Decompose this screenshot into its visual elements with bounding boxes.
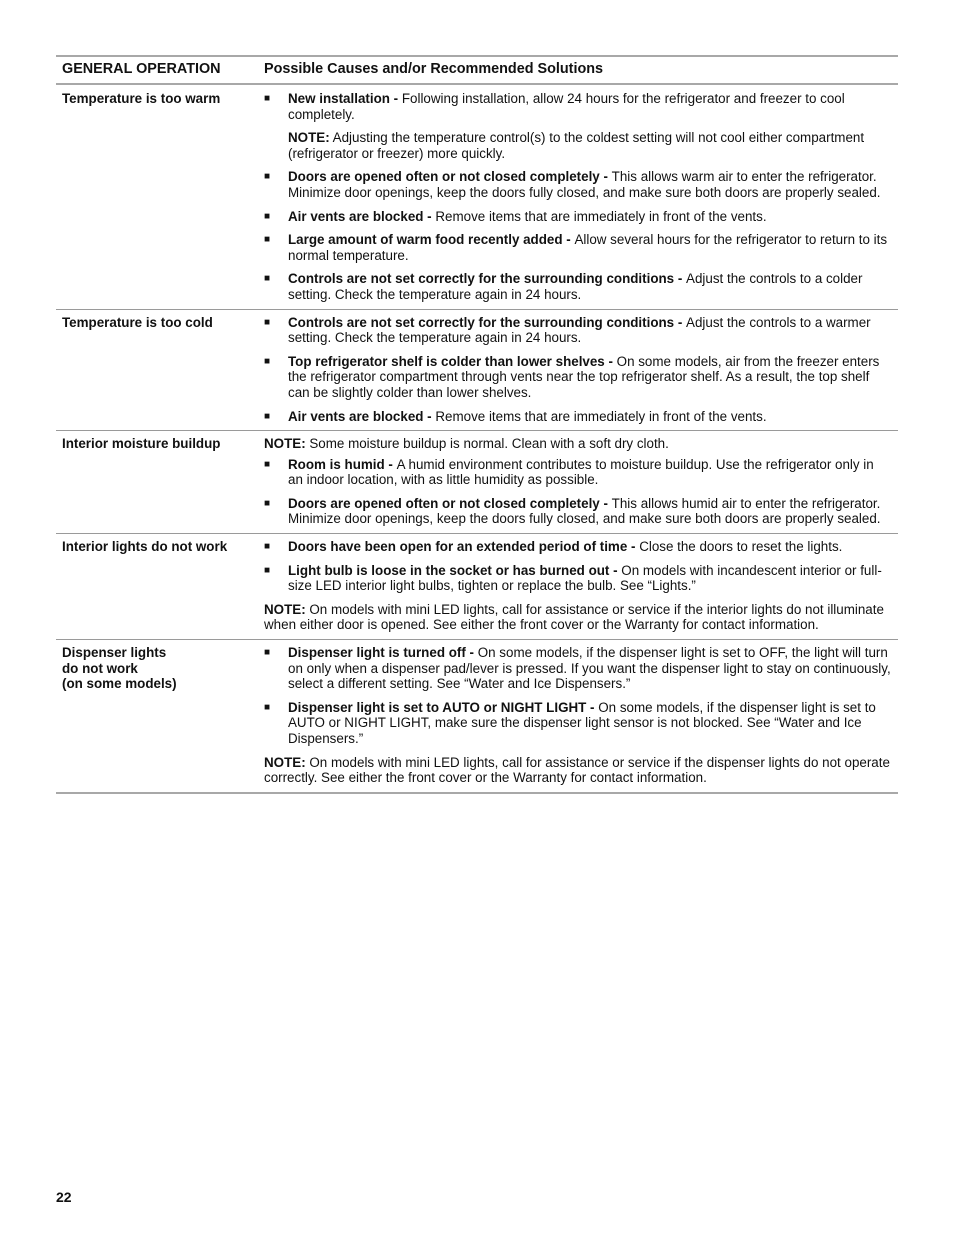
list-item [264, 539, 892, 555]
list-item [264, 645, 892, 692]
note-label: NOTE: [264, 436, 306, 452]
note-label: NOTE: [288, 130, 330, 146]
bullet-icon: ■ [264, 541, 271, 553]
note-text: On models with mini LED lights, call for assistance or service if the interior lights do not illuminate when either door is opened. See either the front cover or the Warranty for contact information. [264, 601, 884, 633]
cause-title: Room is humid - [288, 456, 397, 472]
list-item [264, 169, 892, 200]
cause-title: Doors have been open for an extended period of time - [288, 539, 640, 555]
solutions-cell [264, 436, 898, 527]
cause-title: Doors are opened often or not closed completely - [288, 169, 612, 185]
note-label: NOTE: [264, 754, 306, 770]
bullet-icon: ■ [264, 273, 271, 285]
cause-text: Remove items that are immediately in front of the vents. [435, 408, 767, 424]
note-text: On models with mini LED lights, call for assistance or service if the dispenser lights do not operate correctly. See either the front cover or the Warranty for contact information. [264, 754, 890, 786]
solutions-cell [264, 91, 898, 303]
page-number: 22 [56, 1189, 72, 1205]
list-item [264, 457, 892, 488]
cause-title: Doors are opened often or not closed completely - [288, 495, 612, 511]
bullet-icon: ■ [264, 701, 271, 713]
table-row [56, 534, 898, 640]
header-general-operation: GENERAL OPERATION [62, 61, 221, 78]
bullet-icon: ■ [264, 497, 271, 509]
note-label: NOTE: [264, 601, 306, 617]
note [264, 755, 892, 786]
cause-text: Adjust the controls to a warmer setting. Check the temperature again in 24 hours. [288, 314, 871, 346]
list-item [264, 409, 892, 425]
bullet-icon: ■ [264, 171, 271, 183]
cause-title: New installation - [288, 91, 402, 106]
cause-title: Controls are not set correctly for the surrounding conditions - [288, 271, 687, 287]
bullet-icon: ■ [264, 458, 271, 470]
cause-text: Following installation, allow 24 hours for the refrigerator and freezer to cool completely. [288, 91, 845, 122]
table-row [56, 431, 898, 534]
problem-label-line: (on some models) [62, 676, 177, 692]
cause-title: Controls are not set correctly for the surrounding conditions - [288, 314, 687, 330]
cause-text: Remove items that are immediately in front of the vents. [435, 208, 767, 224]
cause-text: On some models, if the dispenser light is set to AUTO or NIGHT LIGHT, make sure the dispenser light sensor is not blocked. See “Water and Ice Dispensers.” [288, 699, 876, 746]
cause-title: Large amount of warm food recently added - [288, 232, 575, 248]
cause-title: Light bulb is loose in the socket or has burned out - [288, 562, 622, 578]
problem-label: Interior lights do not work [62, 539, 228, 555]
problem-label [56, 645, 264, 786]
bullet-icon: ■ [264, 564, 271, 576]
cause-text: This allows warm air to enter the refrigerator. Minimize door openings, keep the doors fully closed, and make sure both doors are properly sealed. [288, 169, 881, 200]
list-item [264, 700, 892, 747]
bullet-icon: ■ [264, 316, 271, 328]
cause-title: Dispenser light is set to AUTO or NIGHT LIGHT - [288, 699, 599, 715]
list-item [264, 91, 892, 122]
problem-label: Temperature is too cold [62, 314, 213, 330]
table-row [56, 310, 898, 432]
bullet-icon: ■ [264, 93, 271, 104]
bullet-icon: ■ [264, 210, 271, 222]
problem-label: Interior moisture buildup [62, 436, 221, 452]
cause-title: Air vents are blocked - [288, 408, 436, 424]
troubleshooting-table [56, 55, 898, 794]
cause-text: Allow several hours for the refrigerator to return to its normal temperature. [288, 232, 888, 263]
cause-text: Adjust the controls to a colder setting. Check the temperature again in 24 hours. [288, 271, 863, 302]
note [264, 130, 892, 161]
note-text: Adjusting the temperature control(s) to the coldest setting will not cool either compartment (refrigerator or freezer) more quickly. [288, 130, 865, 161]
bullet-icon: ■ [264, 410, 271, 422]
cause-text: On some models, if the dispenser light is set to OFF, the light will turn on only when a dispenser pad/lever is pressed. If you want the dispenser light to stay on continuously, select a different setting. See “Water and Ice Dispensers.” [288, 645, 891, 692]
solutions-cell [264, 315, 898, 425]
solutions-cell [264, 645, 898, 786]
list-item [264, 271, 892, 302]
problem-label-line: Dispenser lights [62, 645, 167, 661]
list-item [264, 315, 892, 346]
cause-text: A humid environment contributes to moisture buildup. Use the refrigerator only in an indoor location, with as little humidity as possible. [288, 456, 874, 488]
note [264, 602, 892, 633]
cause-text: On some models, air from the freezer enters the refrigerator compartment through vents near the top refrigerator shelf. As a result, the top shelf can be slightly colder than lower shelves. [288, 353, 880, 400]
list-item [264, 563, 892, 594]
bullet-icon: ■ [264, 647, 271, 659]
header-causes-solutions: Possible Causes and/or Recommended Solutions [264, 61, 604, 78]
list-item [264, 232, 892, 263]
problem-label: Temperature is too warm [62, 91, 221, 106]
note [264, 436, 892, 452]
note-text: Some moisture buildup is normal. Clean with a soft dry cloth. [305, 436, 669, 452]
cause-text: Close the doors to reset the lights. [639, 539, 843, 555]
list-item [264, 354, 892, 401]
bullet-icon: ■ [264, 355, 271, 367]
cause-text: On models with incandescent interior or full-size LED interior light bulbs, tighten or replace the bulb. See “Lights.” [288, 562, 882, 594]
table-row [56, 85, 898, 310]
cause-title: Dispenser light is turned off - [288, 645, 478, 661]
table-header [56, 55, 898, 85]
list-item [264, 496, 892, 527]
problem-label-line: do not work [62, 660, 138, 676]
cause-text: This allows humid air to enter the refrigerator. Minimize door openings, keep the doors fully closed, and make sure both doors are properly sealed. [288, 495, 881, 527]
table-row [56, 640, 898, 794]
bullet-icon: ■ [264, 234, 271, 246]
solutions-cell [264, 539, 898, 633]
cause-title: Air vents are blocked - [288, 208, 436, 224]
cause-title: Top refrigerator shelf is colder than lower shelves - [288, 353, 617, 369]
list-item [264, 209, 892, 225]
